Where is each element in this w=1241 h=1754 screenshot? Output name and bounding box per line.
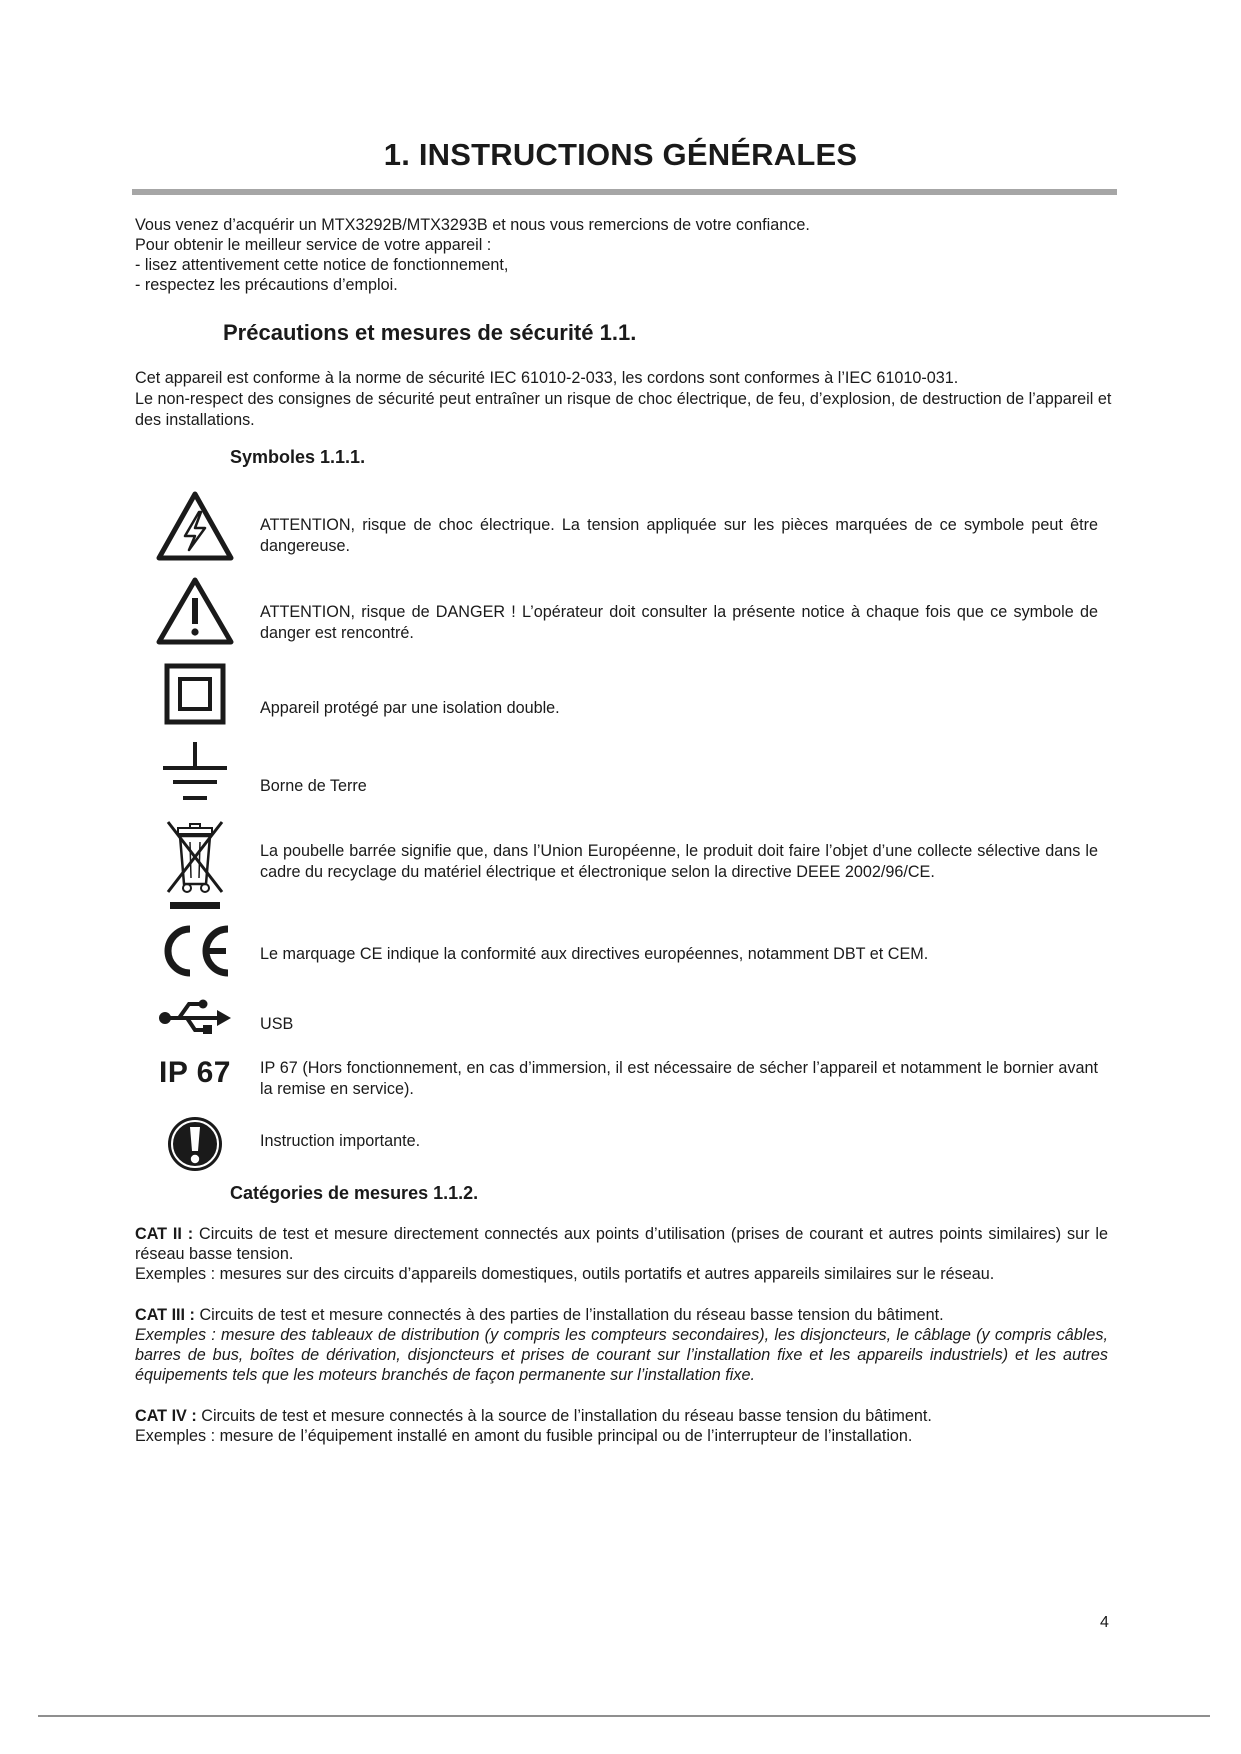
cat-iv-example: Exemples : mesure de l’équipement installé en amont du fusible principal ou de l’interrupteur de l’installation. [135,1427,913,1445]
symbol-text-usb: USB [260,1015,294,1033]
footer-divider [38,1715,1210,1717]
page-title: 1. INSTRUCTIONS GÉNÉRALES [383,137,858,172]
cat-iv-section [135,1406,1108,1446]
cat-ii-description: Circuits de test et mesure directement connectés aux points d’utilisation (prises de courant et autres points similaires) sur le réseau basse tension. [135,1225,1108,1263]
cat-ii-section [135,1224,1108,1284]
cat-iii-example: Exemples : mesure des tableaux de distribution (y compris les compteurs secondaires), les disjoncteurs, le câblage (y compris câbles, barres de bus, boîtes de dérivation, disjoncteurs et prises de courant sur l’installation fixe et les appareils industriels) et les autres équipements tels que les moteurs branchés de façon permanente sur l’installation fixe. [135,1326,1108,1384]
safety-line-1: Cet appareil est conforme à la norme de sécurité IEC 61010-2-033, les cordons sont conformes à l’IEC 61010-031. [135,369,959,387]
safety-section [135,368,1115,431]
cat-iii-section [135,1305,1108,1385]
cat-iv-label: CAT IV : [135,1407,197,1425]
usb-icon [150,992,240,1040]
ce-mark-icon [150,922,240,980]
cat-iv-description: Circuits de test et mesure connectés à la source de l’installation du réseau basse tension du bâtiment. [196,1407,932,1425]
ip67-icon [150,1048,240,1098]
double-insulation-icon [150,662,240,726]
danger-warning-icon [150,576,240,646]
symbol-text-electric-shock: ATTENTION, risque de choc électrique. La tension appliquée sur les pièces marquées de ce symbole peut être dangereuse. [260,516,1098,555]
earth-ground-icon [150,742,240,804]
symbol-text-ce: Le marquage CE indique la conformité aux directives européennes, notamment DBT et CEM. [260,945,929,963]
intro-line-2: Pour obtenir le meilleur service de votre appareil : [135,236,492,254]
cat-iii-text [135,1305,1108,1325]
cat-iii-description: Circuits de test et mesure connectés à des parties de l’installation du réseau basse tension du bâtiment. [194,1306,944,1324]
symbol-text-danger: ATTENTION, risque de DANGER ! L’opérateur doit consulter la présente notice à chaque fois que ce symbole de danger est rencontré. [260,603,1098,642]
electric-shock-warning-icon [150,488,240,564]
safety-line-2: Le non-respect des consignes de sécurité peut entraîner un risque de choc électrique, de feu, d’explosion, de destruction de l’appareil et des installations. [135,390,1112,429]
intro-bullet-item: - lisez attentivement cette notice de fonctionnement, [135,256,509,274]
title-divider [132,189,1117,195]
important-instruction-icon [150,1114,240,1174]
cat-iii-label: CAT III : [135,1306,195,1324]
cat-ii-label: CAT II : [135,1225,194,1243]
symbols-heading: Symboles 1.1.1. [230,447,366,467]
page-number: 4 [1100,1614,1109,1631]
intro-line-1: Vous venez d’acquérir un MTX3292B/MTX3293B et nous vous remercions de votre confiance. [135,216,810,234]
symbol-text-earth: Borne de Terre [260,777,367,795]
symbol-text-double-insulation: Appareil protégé par une isolation double. [260,699,560,717]
symbol-text-ip67: IP 67 (Hors fonctionnement, en cas d’immersion, il est nécessaire de sécher l’appareil et notamment le bornier avant la remise en service). [260,1059,1098,1098]
intro-bullets [135,255,1115,295]
symbol-text-crossed-bin: La poubelle barrée signifie que, dans l’Union Européenne, le produit doit faire l’objet d’une collecte sélective dans le cadre du recyclage du matériel électrique et électronique selon la directive DEEE 2002/96/CE. [260,842,1098,881]
ip67-label: IP 67 [158,1056,231,1089]
cat-ii-text [135,1224,1108,1264]
intro-section [135,215,1115,295]
safety-heading: Précautions et mesures de sécurité 1.1. [223,320,637,345]
crossed-bin-icon [150,818,240,910]
categories-heading: Catégories de mesures 1.1.2. [230,1183,479,1203]
intro-bullet-item: - respectez les précautions d’emploi. [135,276,398,294]
cat-ii-example: Exemples : mesures sur des circuits d’appareils domestiques, outils portatifs et autres appareils similaires sur le réseau. [135,1265,995,1283]
cat-iv-text [135,1406,1108,1426]
symbol-text-important: Instruction importante. [260,1132,421,1150]
